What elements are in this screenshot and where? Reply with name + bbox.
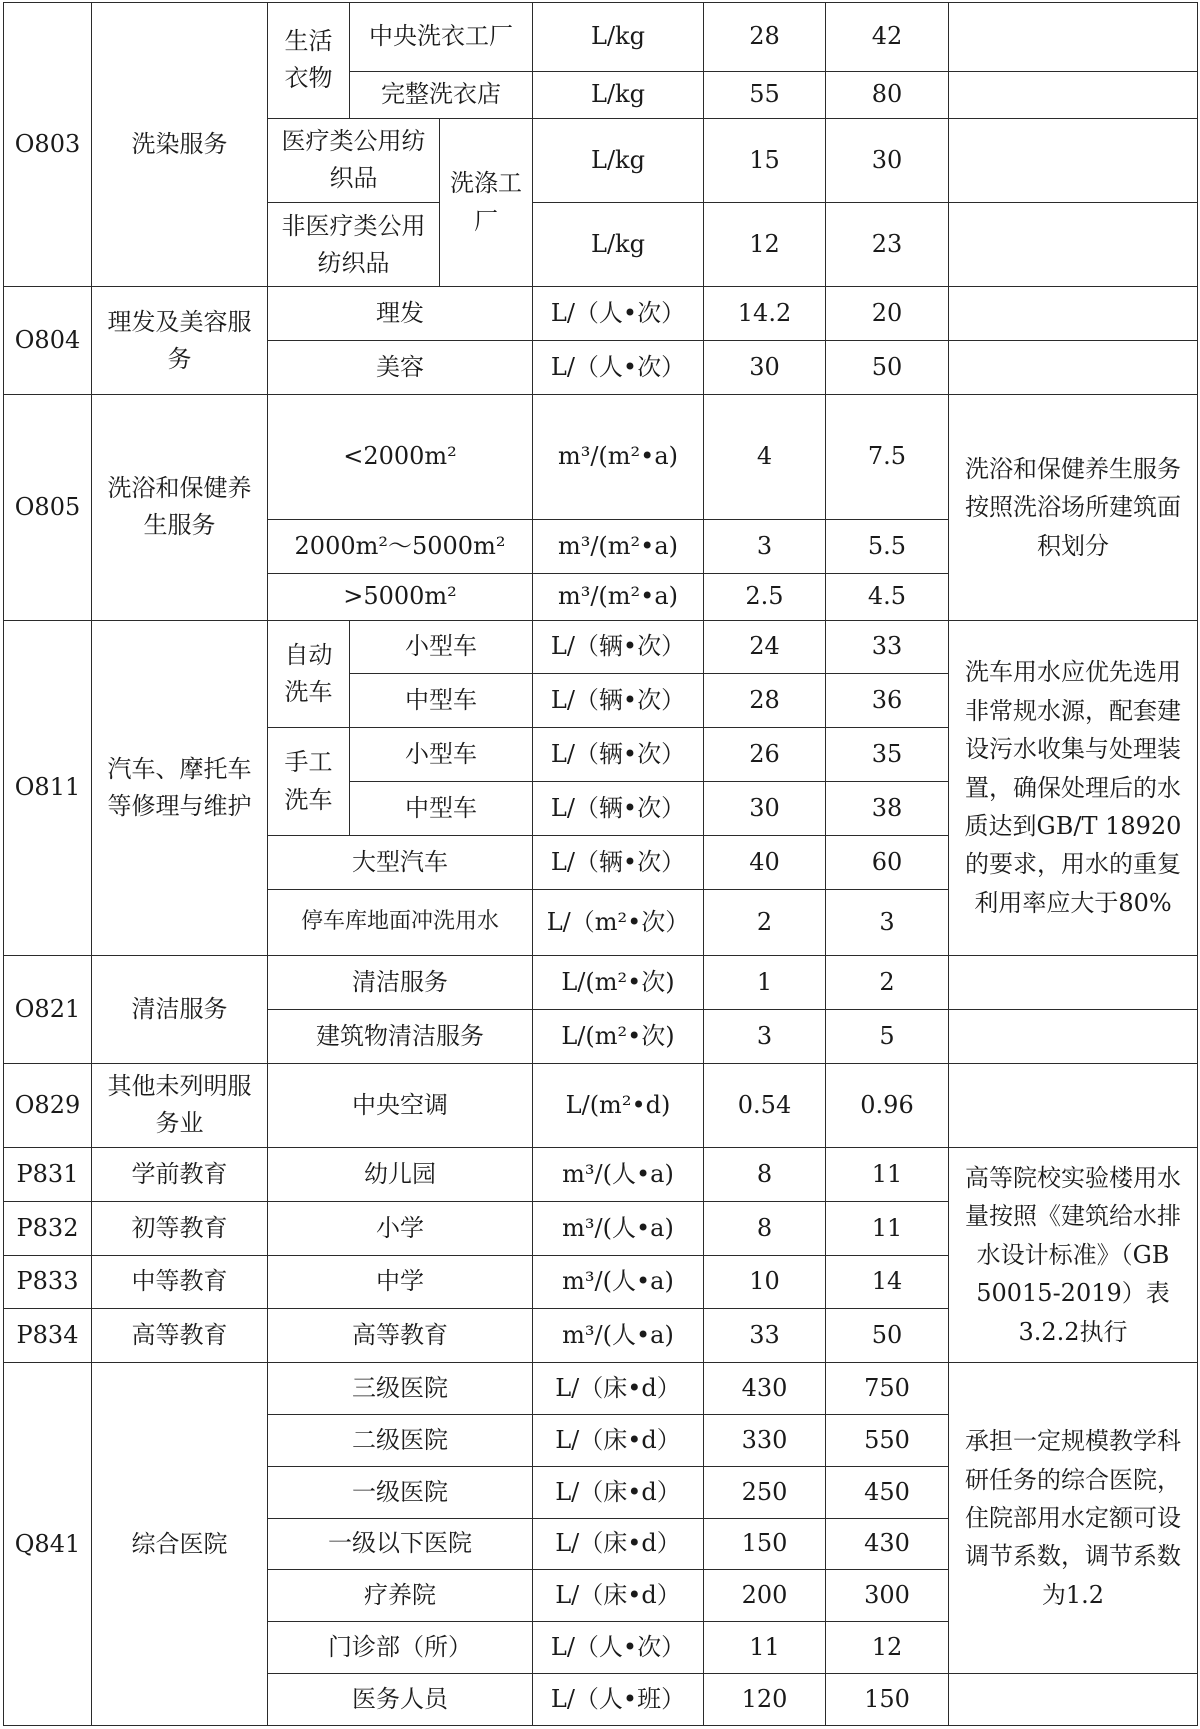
group-cell: 自动洗车 <box>268 620 350 728</box>
unit-cell: L/（m²•次） <box>533 889 704 955</box>
unit-cell: L/（人•次） <box>533 1622 704 1674</box>
industry-cell: 其他未列明服务业 <box>92 1063 268 1147</box>
note-cell <box>949 1063 1198 1147</box>
code-cell: P831 <box>4 1147 92 1201</box>
advanced-value-cell: 2.5 <box>704 573 826 620</box>
item-cell: <2000m² <box>268 395 533 520</box>
unit-cell: L/（辆•次） <box>533 674 704 728</box>
code-cell: O821 <box>4 955 92 1063</box>
item-cell: 高等教育 <box>268 1309 533 1363</box>
item-cell: 门诊部（所） <box>268 1622 533 1674</box>
general-value-cell: 36 <box>826 674 949 728</box>
item-cell: 清洁服务 <box>268 955 533 1009</box>
unit-cell: L/kg <box>533 203 704 287</box>
general-value-cell: 20 <box>826 287 949 341</box>
advanced-value-cell: 11 <box>704 1622 826 1674</box>
general-value-cell: 30 <box>826 118 949 202</box>
general-value-cell: 60 <box>826 836 949 890</box>
note-cell <box>949 955 1198 1009</box>
general-value-cell: 80 <box>826 72 949 119</box>
advanced-value-cell: 3 <box>704 1009 826 1063</box>
item-cell: 三级医院 <box>268 1363 533 1415</box>
item-cell: 非医疗类公用纺织品 <box>268 203 440 287</box>
general-value-cell: 0.96 <box>826 1063 949 1147</box>
general-value-cell: 150 <box>826 1674 949 1726</box>
general-value-cell: 23 <box>826 203 949 287</box>
unit-cell: L/（人•次） <box>533 341 704 395</box>
unit-cell: L/（床•d） <box>533 1466 704 1518</box>
unit-cell: L/(m²•d) <box>533 1063 704 1147</box>
advanced-value-cell: 30 <box>704 341 826 395</box>
advanced-value-cell: 120 <box>704 1674 826 1726</box>
advanced-value-cell: 26 <box>704 728 826 782</box>
item-cell: 二级医院 <box>268 1415 533 1467</box>
unit-cell: L/（人•班） <box>533 1674 704 1726</box>
industry-cell: 汽车、摩托车等修理与维护 <box>92 620 268 955</box>
unit-cell: L/kg <box>533 118 704 202</box>
code-cell: O829 <box>4 1063 92 1147</box>
note-cell <box>949 118 1198 202</box>
general-value-cell: 7.5 <box>826 395 949 520</box>
industry-cell: 学前教育 <box>92 1147 268 1201</box>
group-cell: 生活衣物 <box>268 3 350 119</box>
advanced-value-cell: 150 <box>704 1518 826 1570</box>
unit-cell: L/kg <box>533 72 704 119</box>
advanced-value-cell: 3 <box>704 520 826 574</box>
advanced-value-cell: 28 <box>704 674 826 728</box>
advanced-value-cell: 10 <box>704 1255 826 1309</box>
item-cell: 建筑物清洁服务 <box>268 1009 533 1063</box>
table-row <box>4 620 1198 674</box>
general-value-cell: 550 <box>826 1415 949 1467</box>
unit-cell: L/（床•d） <box>533 1415 704 1467</box>
note-cell: 洗浴和保健养生服务按照洗浴场所建筑面积划分 <box>949 395 1198 621</box>
advanced-value-cell: 14.2 <box>704 287 826 341</box>
item-cell: 2000m²～5000m² <box>268 520 533 574</box>
advanced-value-cell: 15 <box>704 118 826 202</box>
general-value-cell: 5 <box>826 1009 949 1063</box>
table-row <box>4 3 1198 72</box>
table-row <box>4 1147 1198 1201</box>
item-cell: 医务人员 <box>268 1674 533 1726</box>
general-value-cell: 450 <box>826 1466 949 1518</box>
advanced-value-cell: 12 <box>704 203 826 287</box>
general-value-cell: 12 <box>826 1622 949 1674</box>
advanced-value-cell: 28 <box>704 3 826 72</box>
water-quota-table <box>3 2 1198 1726</box>
group-cell: 洗涤工厂 <box>440 118 533 287</box>
unit-cell: m³/(人•a) <box>533 1147 704 1201</box>
industry-cell: 初等教育 <box>92 1201 268 1255</box>
general-value-cell: 38 <box>826 782 949 836</box>
code-cell: P834 <box>4 1309 92 1363</box>
code-cell: P832 <box>4 1201 92 1255</box>
unit-cell: L/(m²•次) <box>533 1009 704 1063</box>
advanced-value-cell: 250 <box>704 1466 826 1518</box>
table-row <box>4 955 1198 1009</box>
industry-cell: 高等教育 <box>92 1309 268 1363</box>
table-row <box>4 287 1198 341</box>
item-cell: 疗养院 <box>268 1570 533 1622</box>
table-row <box>4 1363 1198 1415</box>
general-value-cell: 300 <box>826 1570 949 1622</box>
advanced-value-cell: 30 <box>704 782 826 836</box>
advanced-value-cell: 2 <box>704 889 826 955</box>
note-cell <box>949 341 1198 395</box>
code-cell: O804 <box>4 287 92 395</box>
advanced-value-cell: 4 <box>704 395 826 520</box>
unit-cell: L/（辆•次） <box>533 728 704 782</box>
general-value-cell: 2 <box>826 955 949 1009</box>
item-cell: 小型车 <box>350 728 533 782</box>
advanced-value-cell: 0.54 <box>704 1063 826 1147</box>
note-cell <box>949 3 1198 72</box>
general-value-cell: 33 <box>826 620 949 674</box>
unit-cell: m³/(人•a) <box>533 1255 704 1309</box>
item-cell: 理发 <box>268 287 533 341</box>
item-cell: 完整洗衣店 <box>350 72 533 119</box>
advanced-value-cell: 24 <box>704 620 826 674</box>
general-value-cell: 5.5 <box>826 520 949 574</box>
code-cell: O811 <box>4 620 92 955</box>
general-value-cell: 3 <box>826 889 949 955</box>
advanced-value-cell: 33 <box>704 1309 826 1363</box>
item-cell: 中央空调 <box>268 1063 533 1147</box>
industry-cell: 综合医院 <box>92 1363 268 1726</box>
general-value-cell: 430 <box>826 1518 949 1570</box>
unit-cell: L/（辆•次） <box>533 782 704 836</box>
unit-cell: L/（床•d） <box>533 1570 704 1622</box>
unit-cell: L/（床•d） <box>533 1363 704 1415</box>
note-cell <box>949 203 1198 287</box>
general-value-cell: 50 <box>826 1309 949 1363</box>
unit-cell: m³/(m²•a) <box>533 395 704 520</box>
unit-cell: m³/(m²•a) <box>533 520 704 574</box>
item-cell: 一级以下医院 <box>268 1518 533 1570</box>
code-cell: P833 <box>4 1255 92 1309</box>
unit-cell: L/（人•次） <box>533 287 704 341</box>
item-cell: 美容 <box>268 341 533 395</box>
general-value-cell: 35 <box>826 728 949 782</box>
advanced-value-cell: 200 <box>704 1570 826 1622</box>
advanced-value-cell: 40 <box>704 836 826 890</box>
item-cell: 小学 <box>268 1201 533 1255</box>
advanced-value-cell: 330 <box>704 1415 826 1467</box>
item-cell: 幼儿园 <box>268 1147 533 1201</box>
note-cell <box>949 72 1198 119</box>
note-cell <box>949 1009 1198 1063</box>
general-value-cell: 50 <box>826 341 949 395</box>
general-value-cell: 14 <box>826 1255 949 1309</box>
note-cell <box>949 1674 1198 1726</box>
note-cell <box>949 287 1198 341</box>
general-value-cell: 4.5 <box>826 573 949 620</box>
unit-cell: L/(m²•次) <box>533 955 704 1009</box>
general-value-cell: 42 <box>826 3 949 72</box>
unit-cell: m³/(m²•a) <box>533 573 704 620</box>
item-cell: 中学 <box>268 1255 533 1309</box>
advanced-value-cell: 430 <box>704 1363 826 1415</box>
industry-cell: 中等教育 <box>92 1255 268 1309</box>
code-cell: O805 <box>4 395 92 621</box>
item-cell: 大型汽车 <box>268 836 533 890</box>
note-cell: 承担一定规模教学科研任务的综合医院，住院部用水定额可设调节系数，调节系数为1.2 <box>949 1363 1198 1674</box>
note-cell: 洗车用水应优先选用非常规水源，配套建设污水收集与处理装置，确保处理后的水质达到GB/T 18920的要求，用水的重复利用率应大于80% <box>949 620 1198 955</box>
group-cell: 手工洗车 <box>268 728 350 836</box>
advanced-value-cell: 1 <box>704 955 826 1009</box>
unit-cell: m³/(人•a) <box>533 1309 704 1363</box>
advanced-value-cell: 8 <box>704 1201 826 1255</box>
unit-cell: L/（辆•次） <box>533 836 704 890</box>
item-cell: 停车库地面冲洗用水 <box>268 889 533 955</box>
industry-cell: 洗染服务 <box>92 3 268 287</box>
unit-cell: m³/(人•a) <box>533 1201 704 1255</box>
item-cell: >5000m² <box>268 573 533 620</box>
note-cell: 高等院校实验楼用水量按照《建筑给水排水设计标准》（GB 50015-2019）表3.2.2执行 <box>949 1147 1198 1362</box>
advanced-value-cell: 55 <box>704 72 826 119</box>
unit-cell: L/（辆•次） <box>533 620 704 674</box>
industry-cell: 清洁服务 <box>92 955 268 1063</box>
item-cell: 中型车 <box>350 674 533 728</box>
general-value-cell: 750 <box>826 1363 949 1415</box>
unit-cell: L/（床•d） <box>533 1518 704 1570</box>
table-row <box>4 1063 1198 1147</box>
general-value-cell: 11 <box>826 1201 949 1255</box>
item-cell: 小型车 <box>350 620 533 674</box>
industry-cell: 理发及美容服务 <box>92 287 268 395</box>
item-cell: 中型车 <box>350 782 533 836</box>
item-cell: 医疗类公用纺织品 <box>268 118 440 202</box>
general-value-cell: 11 <box>826 1147 949 1201</box>
item-cell: 一级医院 <box>268 1466 533 1518</box>
code-cell: O803 <box>4 3 92 287</box>
advanced-value-cell: 8 <box>704 1147 826 1201</box>
code-cell: Q841 <box>4 1363 92 1726</box>
unit-cell: L/kg <box>533 3 704 72</box>
item-cell: 中央洗衣工厂 <box>350 3 533 72</box>
table-row <box>4 395 1198 520</box>
industry-cell: 洗浴和保健养生服务 <box>92 395 268 621</box>
